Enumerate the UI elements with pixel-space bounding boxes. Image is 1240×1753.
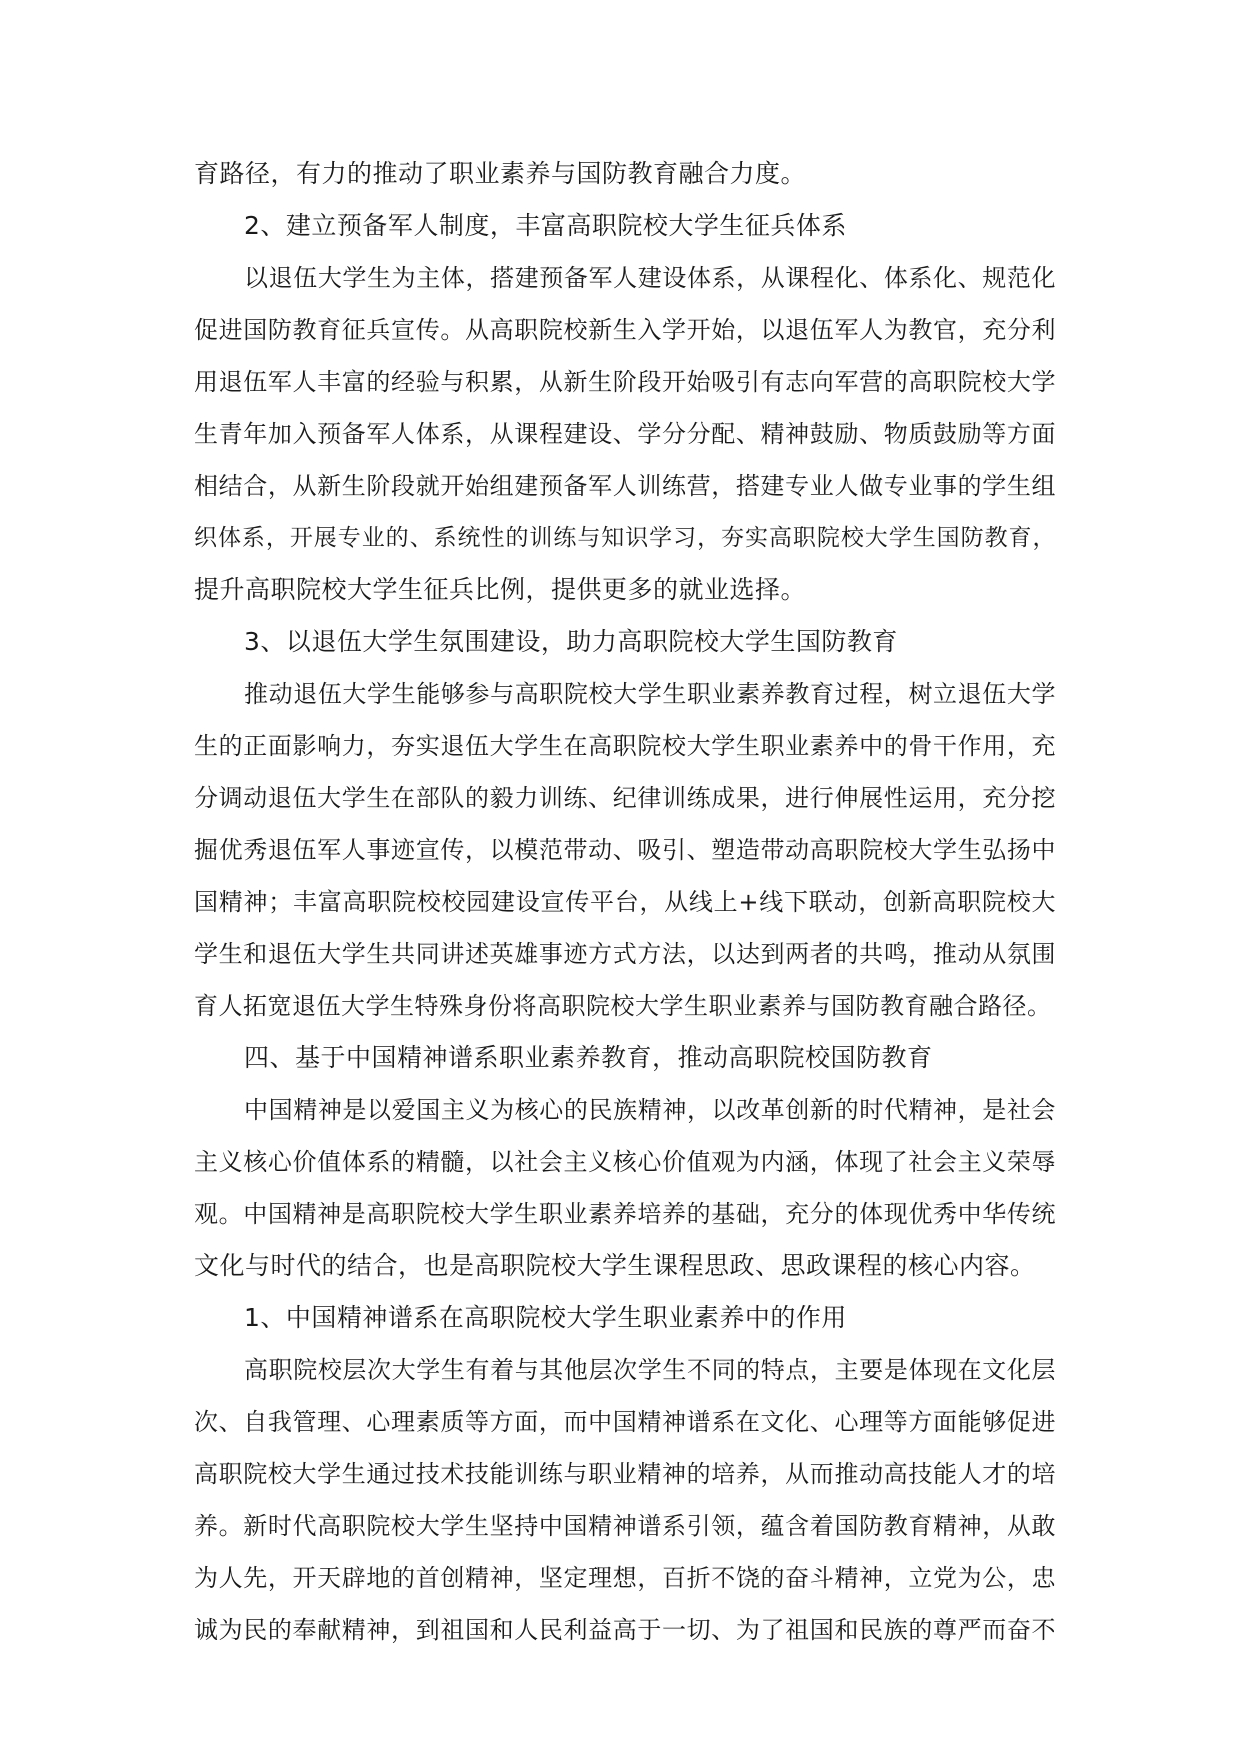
paragraph-line: 生的正面影响力，夯实退伍大学生在高职院校大学生职业素养中的骨干作用，充 xyxy=(194,732,1056,760)
paragraph-line: 分调动退伍大学生在部队的毅力训练、纪律训练成果，进行伸展性运用，充分挖 xyxy=(194,784,1056,812)
paragraph-line: 育路径，有力的推动了职业素养与国防教育融合力度。 xyxy=(194,159,807,188)
paragraph-line: 用退伍军人丰富的经验与积累，从新生阶段开始吸引有志向军营的高职院校大学 xyxy=(194,368,1056,396)
section-heading: 四、基于中国精神谱系职业素养教育，推动高职院校国防教育 xyxy=(244,1043,933,1072)
paragraph-line: 高职院校大学生通过技术技能训练与职业精神的培养，从而推动高技能人才的培 xyxy=(194,1460,1056,1488)
section-heading: 1、中国精神谱系在高职院校大学生职业素养中的作用 xyxy=(244,1303,847,1332)
paragraph-line: 掘优秀退伍军人事迹宣传，以模范带动、吸引、塑造带动高职院校大学生弘扬中 xyxy=(194,836,1056,864)
paragraph-line: 主义核心价值体系的精髓，以社会主义核心价值观为内涵，体现了社会主义荣辱 xyxy=(194,1148,1056,1176)
paragraph-line: 提升高职院校大学生征兵比例，提供更多的就业选择。 xyxy=(194,575,807,604)
paragraph-line: 促进国防教育征兵宣传。从高职院校新生入学开始，以退伍军人为教官，充分利 xyxy=(194,316,1056,344)
paragraph-line: 文化与时代的结合，也是高职院校大学生课程思政、思政课程的核心内容。 xyxy=(194,1251,1036,1280)
paragraph-line: 观。中国精神是高职院校大学生职业素养培养的基础，充分的体现优秀中华传统 xyxy=(194,1200,1056,1228)
paragraph-line: 诚为民的奉献精神，到祖国和人民利益高于一切、为了祖国和民族的尊严而奋不 xyxy=(194,1616,1056,1644)
paragraph-line: 以退伍大学生为主体，搭建预备军人建设体系，从课程化、体系化、规范化 xyxy=(244,264,1056,292)
paragraph-line: 国精神；丰富高职院校校园建设宣传平台，从线上+线下联动，创新高职院校大 xyxy=(194,888,1056,916)
paragraph-line: 高职院校层次大学生有着与其他层次学生不同的特点，主要是体现在文化层 xyxy=(244,1356,1056,1384)
section-heading: 3、以退伍大学生氛围建设，助力高职院校大学生国防教育 xyxy=(244,627,898,656)
paragraph-line: 次、自我管理、心理素质等方面，而中国精神谱系在文化、心理等方面能够促进 xyxy=(194,1408,1056,1436)
paragraph-line: 相结合，从新生阶段就开始组建预备军人训练营，搭建专业人做专业事的学生组 xyxy=(194,472,1056,500)
paragraph-line: 推动退伍大学生能够参与高职院校大学生职业素养教育过程，树立退伍大学 xyxy=(244,680,1056,708)
document-body xyxy=(194,148,1056,1656)
paragraph-line: 织体系，开展专业的、系统性的训练与知识学习，夯实高职院校大学生国防教育， xyxy=(194,525,1056,551)
paragraph-line: 学生和退伍大学生共同讲述英雄事迹方式方法，以达到两者的共鸣，推动从氛围 xyxy=(194,940,1056,968)
paragraph-line: 育人拓宽退伍大学生特殊身份将高职院校大学生职业素养与国防教育融合路径。 xyxy=(194,992,1052,1020)
section-heading: 2、建立预备军人制度，丰富高职院校大学生征兵体系 xyxy=(244,211,847,240)
paragraph-line: 养。新时代高职院校大学生坚持中国精神谱系引领，蕴含着国防教育精神，从敢 xyxy=(194,1512,1056,1540)
paragraph-line: 生青年加入预备军人体系，从课程建设、学分分配、精神鼓励、物质鼓励等方面 xyxy=(194,420,1056,448)
paragraph-line: 为人先，开天辟地的首创精神，坚定理想，百折不饶的奋斗精神，立党为公，忠 xyxy=(194,1564,1056,1592)
paragraph-line: 中国精神是以爱国主义为核心的民族精神，以改革创新的时代精神，是社会 xyxy=(244,1096,1056,1124)
